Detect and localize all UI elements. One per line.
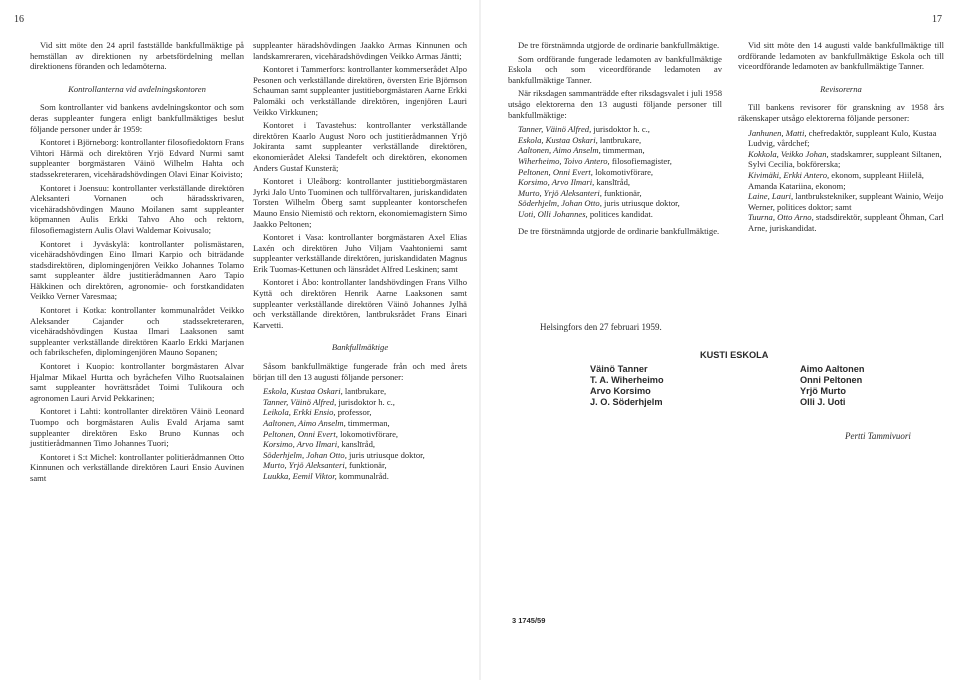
entry-title: timmerman, [345, 418, 390, 428]
list-entry [508, 156, 722, 167]
entry-name: Murto, Yrjö Aleksanteri, [518, 187, 602, 198]
paragraph-kuopio: Kontoret i Kuopio: kontrollanter borgmästaren Alvar Hjalmar Mikael Hurtta och byråchefen Vilho Ruotsalainen samt suppleanter hovrättsrådet Toimi Tulikoura och agronomen Lauri Arvid Pekkarinen; [30, 361, 244, 403]
paragraph: Som kontrollanter vid bankens avdelningskontor och som deras suppleanter fungera enligt bankfullmäktiges beslut följande personer under år 1959: [30, 102, 244, 134]
paragraph-tavastehus: Kontoret i Tavastehus: kontrollanter verkställande direktören Kaarlo August Noro och justitierådmannen Yrjö Jokiranta samt suppleanter verkställande direktören, ekonomierådet Aleksi Tandefelt och direktören, ekonomen Anders Gustaf Kunsterä; [253, 120, 467, 173]
list-entry [253, 418, 467, 429]
entry-name: Aaltonen, Aimo Anselm, [518, 145, 601, 156]
entry-title: filosofiemagister, [609, 155, 672, 166]
list-entry [508, 124, 722, 135]
list-entry [738, 128, 944, 149]
signature-name: Arvo Korsimo [590, 386, 651, 396]
paragraph-abo: Kontoret i Åbo: kontrollanter landshövdingen Frans Vilho Kyttä och direktören Henrik Aarne Laaksonen samt suppleanter verkställande direktören Väinö Johannes Jylhä och verkställande direktören, lantbruksrådet Frans Einari Karvetti. [253, 277, 467, 330]
list-entry [508, 198, 722, 209]
intro-paragraph: Vid sitt möte den 24 april fastställde bankfullmäktige på hemställan av direktionen ny arbetsfördelning mellan direktionens föranden och ledamöterna. [30, 40, 244, 72]
paragraph: Vid sitt möte den 14 augusti valde bankfullmäktige till ordförande ledamoten av bankfullmäktige Eskola och till viceordförande ledamoten av bankfullmäktige Tanner. [738, 40, 944, 72]
entry-title: chefredaktör, suppleant Kulo, Kustaa Ludvig, vårdchef; [748, 127, 937, 149]
list-entry [508, 177, 722, 188]
paragraph-jyvaskyla: Kontoret i Jyväskylä: kontrollanter polismästaren, vicehäradshövdingen Eino Ilmari Karpio och biträdande stadsdirektören, diplomingenjören Veikko Johannes Tolamo samt suppleanter äldre justitierådmannen Aaro Tapio Häkkinen och direktören, agronomie- och forstkandidaten Veikko Verner Varesmaa; [30, 238, 244, 302]
entry-name: Uoti, Olli Johannes, [518, 208, 588, 219]
list-entry [253, 471, 467, 482]
entry-name: Janhunen, Matti, [748, 127, 807, 138]
paragraph: När riksdagen sammanträdde efter riksdagsvalet i juli 1958 utsågo elektorerna den 13 augusti följande personer till bankfullmäktige: [508, 88, 722, 120]
entry-title: timmerman, [600, 145, 645, 156]
entry-title: professor, [335, 407, 372, 418]
paragraph-vasa: Kontoret i Vasa: kontrollanter borgmästaren Axel Elias Laxén och direktören Juho Viljam Vaahtoniemi samt suppleanter verkställande direktören, juriskandidaten Magnus Erik Tuomas-Kettunen och länsrådet Alfred Leskinen; samt [253, 232, 467, 274]
signature-name: Olli J. Uoti [800, 397, 846, 407]
auditor-list [738, 128, 944, 234]
entry-name: Kivimäki, Erkki Antero, [748, 169, 830, 180]
signature-block-left [590, 364, 664, 408]
signature-chair: KUSTI ESKOLA [700, 350, 769, 360]
page-number-right: 17 [932, 14, 942, 25]
entry-name: Söderhjelm, Johan Otto, [518, 198, 602, 209]
entry-name: Laine, Lauri, [748, 191, 794, 202]
signature-name: J. O. Söderhjelm [590, 397, 663, 407]
list-entry [738, 170, 944, 191]
list-entry [738, 191, 944, 212]
entry-name: Peltonen, Onni Evert, [263, 428, 338, 439]
signature-name: Aimo Aaltonen [800, 364, 865, 374]
entry-title: funktionär, [601, 187, 642, 198]
list-entry [253, 450, 467, 461]
entry-title: stadskamrer, suppleant Siltanen, Sylvi Cecilia, bokförerska; [748, 148, 942, 170]
signature-name: T. A. Wiherheimo [590, 375, 664, 385]
entry-name: Peltonen, Onni Evert, [518, 166, 593, 177]
list-entry [508, 135, 722, 146]
right-column-2 [738, 40, 944, 240]
signature-name: Väinö Tanner [590, 364, 648, 374]
paragraph: De tre förstnämnda utgjorde de ordinarie bankfullmäktige. [518, 225, 720, 236]
entry-title: ekonom, suppleant Hiilelä, Amanda Katariina, ekonom; [748, 169, 924, 191]
entry-name: Tanner, Väinö Alfred, [263, 396, 337, 407]
list-entry [738, 212, 944, 233]
entry-name: Wiherheimo, Toivo Antero, [518, 155, 610, 166]
paragraph: Som ordförande fungerade ledamoten av bankfullmäktige Eskola och som viceordförande ledamoten av bankfullmäktige Tanner. [508, 53, 722, 85]
section-heading-bankfullmaktige: Bankfullmäktige [331, 342, 389, 353]
entry-title: kommunalråd. [336, 470, 389, 481]
entry-title: lokomotivförare, [337, 428, 399, 439]
entry-title: juris utriusque doktor, [601, 198, 680, 209]
right-column-1 [508, 40, 722, 239]
entry-title: jurisdoktor h. c., [336, 396, 395, 407]
signature-block-right [800, 364, 864, 408]
paragraph: De tre förstnämnda utgjorde de ordinarie bankfullmäktige. [518, 40, 720, 50]
paragraph-tammerfors: Kontoret i Tammerfors: kontrollanter kommerserådet Alpo Pesonen och verkställande direktören, översten Erie Björnson Schauman samt suppleanter justitieborgmästaren Aarne Erkki Palomäki och verkställande direktören, ingenjören Lauri Veikko Virkkunen; [253, 64, 467, 117]
list-entry [508, 145, 722, 156]
list-entry [253, 397, 467, 408]
entry-title: kanslīråd, [339, 439, 376, 450]
printer-mark: 3 1745/59 [512, 616, 546, 625]
entry-title: juris utriusque doktor, [346, 449, 425, 460]
entry-title: politices kandidat. [587, 208, 653, 219]
entry-name: Korsimo, Arvo Ilmari, [518, 177, 595, 188]
page-gutter [479, 0, 481, 680]
paragraph-kotka: Kontoret i Kotka: kontrollanter kommunalrådet Veikko Aleksander Cajander och stadssekreteraren, vicehäradshövdingen Kustaa Ilmari Laaksonen samt suppleanter verkställande direktören Kaarlo Erkki Marjanen och fabrikschefen, diplomingenjören Mauno Sopanen; [30, 305, 244, 358]
paragraph-lahti: Kontoret i Lahti: kontrollanter direktören Väinö Leonard Tuompo och borgmästaren Aulis Evald Arjama samt suppleanter direktören Esko Bruno Kunnas och justitierådmannen Timo Johannes Tuori; [30, 406, 244, 449]
list-entry [253, 407, 467, 418]
signature-name: Yrjö Murto [800, 386, 846, 396]
list-entry [508, 188, 722, 199]
list-entry [508, 209, 722, 220]
left-column-2 [253, 40, 467, 488]
paragraph-uleaborg: Kontoret i Uleåborg: kontrollanter justitieborgmästaren Jyrki Jalo Unto Tuominen och tullförvaltaren, juriskandidaten Torsten Wilhelm Öberg samt suppleanter kontorschefen Mauno Ensio Niemistö och rektorn, ekonomiemagistern Simo Jaakko Peltonen; [253, 176, 467, 229]
member-list [253, 386, 467, 481]
signature-secretary: Pertti Tammivuori [845, 431, 911, 441]
list-entry [253, 429, 467, 440]
entry-name: Aaltonen, Aimo Anselm, [263, 418, 346, 428]
section-heading-revisorerna: Revisorerna [820, 83, 862, 94]
paragraph-joensuu: Kontoret i Joensuu: kontrollanter verkställande direktören Aleksanteri Vornanen och häradsskrivaren, vicehäradshövdingen Mauno Moilanen samt suppleanter köpmannen Aulis Erkki Tahvo Aho och rektorn, filosofiemagistern Aulis Olavi Waldemar Koivusalo; [30, 182, 244, 235]
paragraph: Såsom bankfullmäktige fungerade från och med årets början till den 13 augusti följande personer: [253, 361, 467, 382]
entry-name: Kokkola, Veikko Johan, [748, 148, 829, 159]
entry-title: kanslīråd, [594, 177, 631, 188]
paragraph-st-michel: Kontoret i S:t Michel: kontrollanter politierådmannen Otto Kinnunen och verkställande direktören Lauri Ensio Auvinen samt [30, 451, 244, 483]
entry-name: Söderhjelm, Johan Otto, [263, 449, 347, 460]
list-entry [508, 167, 722, 178]
entry-name: Murto, Yrjö Aleksanteri, [263, 460, 347, 471]
place-date: Helsingfors den 27 februari 1959. [540, 322, 662, 332]
entry-name: Korsimo, Arvo Ilmari, [263, 439, 340, 450]
entry-title: stadsdirektör, suppleant Öhman, Carl Arne, juriskandidat. [748, 212, 944, 233]
entry-name: Eskola, Kustaa Oskari, [263, 386, 343, 397]
entry-name: Leikola, Erkki Ensio, [263, 407, 336, 418]
left-column-1 [30, 40, 244, 487]
entry-name: Luukka, Eemil Viktor, [263, 470, 337, 481]
entry-title: lokomotivförare, [592, 166, 654, 177]
signature-name: Onni Peltonen [800, 375, 863, 385]
paragraph-continued: suppleanter häradshövdingen Jaakko Armas Kinnunen och landskamreraren, vicehäradshövdingen Veikko Armas Jäntti; [253, 40, 467, 61]
list-entry [253, 439, 467, 450]
entry-title: lantbrukstekniker, suppleant Wainio, Weijo Werner, politices doktor; samt [748, 191, 944, 212]
page-number-left: 16 [14, 14, 24, 25]
entry-title: funktionär, [346, 460, 387, 471]
member-list [508, 124, 722, 219]
entry-name: Tuurna, Otto Arno, [748, 212, 814, 223]
paragraph: Till bankens revisorer för granskning av 1958 års räkenskaper utsågo elektorerna följande personer: [738, 102, 944, 123]
section-heading-kontrollanterna: Kontrollanterna vid avdelningskontoren [68, 83, 206, 94]
entry-name: Tanner, Väinö Alfred, [518, 124, 592, 135]
entry-title: lantbrukare, [597, 134, 642, 145]
list-entry [738, 149, 944, 170]
entry-title: jurisdoktor h. c., [591, 124, 650, 135]
paragraph-bjorneborg: Kontoret i Björneborg: kontrollanter filosofiedoktorn Frans Vihtori Härmä och direktören Yrjö Edvard Nurmi samt suppleanter borgmästaren Väinö Wilhelm Hahta och stadssekreteraren, vicehäradshövdingen Olavi Einar Koivisto; [30, 137, 244, 179]
entry-title: lantbrukare, [342, 386, 387, 397]
list-entry [253, 460, 467, 471]
entry-name: Eskola, Kustaa Oskari, [518, 134, 598, 145]
list-entry [253, 386, 467, 397]
